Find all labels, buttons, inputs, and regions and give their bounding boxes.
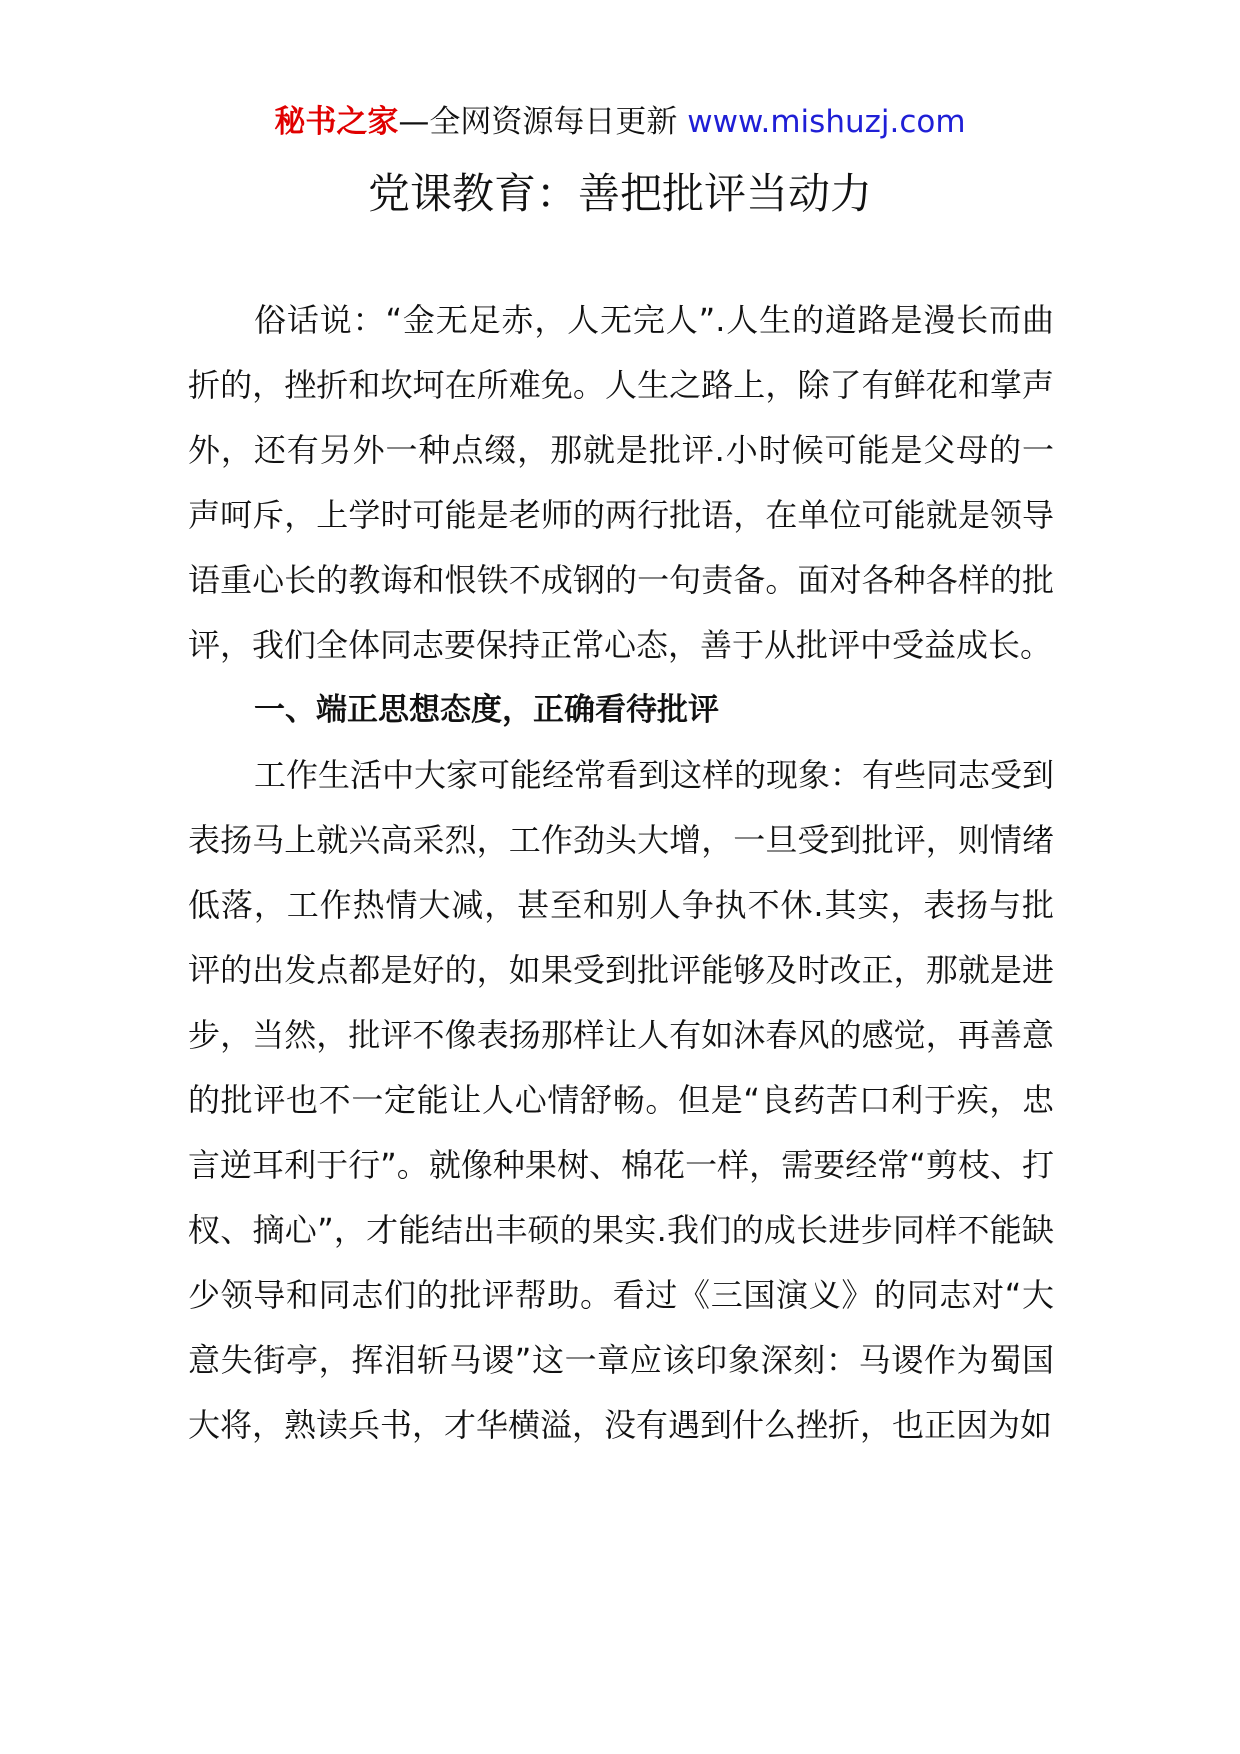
document-body xyxy=(188,288,1054,1458)
section-heading-1: 一、端正思想态度，正确看待批评 xyxy=(254,692,719,728)
paragraph-intro: 俗话说：“金无足赤，人无完人”.人生的道路是漫长而曲折的，挫折和坎坷在所难免。人生之路上，除了有鲜花和掌声外，还有另外一种点缀，那就是批评.小时候可能是父母的一声呵斥，上学时可能是老师的两行批语，在单位可能就是领导语重心长的教诲和恨铁不成钢的一句责备。面对各种各样的批评，我们全体同志要保持正常心态，善于从批评中受益成长。 xyxy=(188,301,1054,664)
paragraph-section-1: 工作生活中大家可能经常看到这样的现象：有些同志受到表扬马上就兴高采烈，工作劲头大增，一旦受到批评，则情绪低落，工作热情大减，甚至和别人争执不休.其实，表扬与批评的出发点都是好的，如果受到批评能够及时改正，那就是进步，当然，批评不像表扬那样让人有如沐春风的感觉，再善意的批评也不一定能让人心情舒畅。但是“良药苦口利于疾，忠言逆耳利于行”。就像种果树、棉花一样，需要经常“剪枝、打杈、摘心”，才能结出丰硕的果实.我们的成长进步同样不能缺少领导和同志们的批评帮助。看过《三国演义》的同志对“大意失街亭，挥泪斩马谡”这一章应该印象深刻：马谡作为蜀国大将，熟读兵书，才华横溢，没有遇到什么挫折，也正因为如 xyxy=(188,756,1055,1444)
site-tagline: —全网资源每日更新 xyxy=(398,104,688,140)
site-url-link[interactable]: www.mishuzj.com xyxy=(687,104,966,140)
document-title: 党课教育：善把批评当动力 xyxy=(367,169,872,218)
site-brand: 秘书之家 xyxy=(274,104,399,140)
site-header xyxy=(0,100,1240,144)
